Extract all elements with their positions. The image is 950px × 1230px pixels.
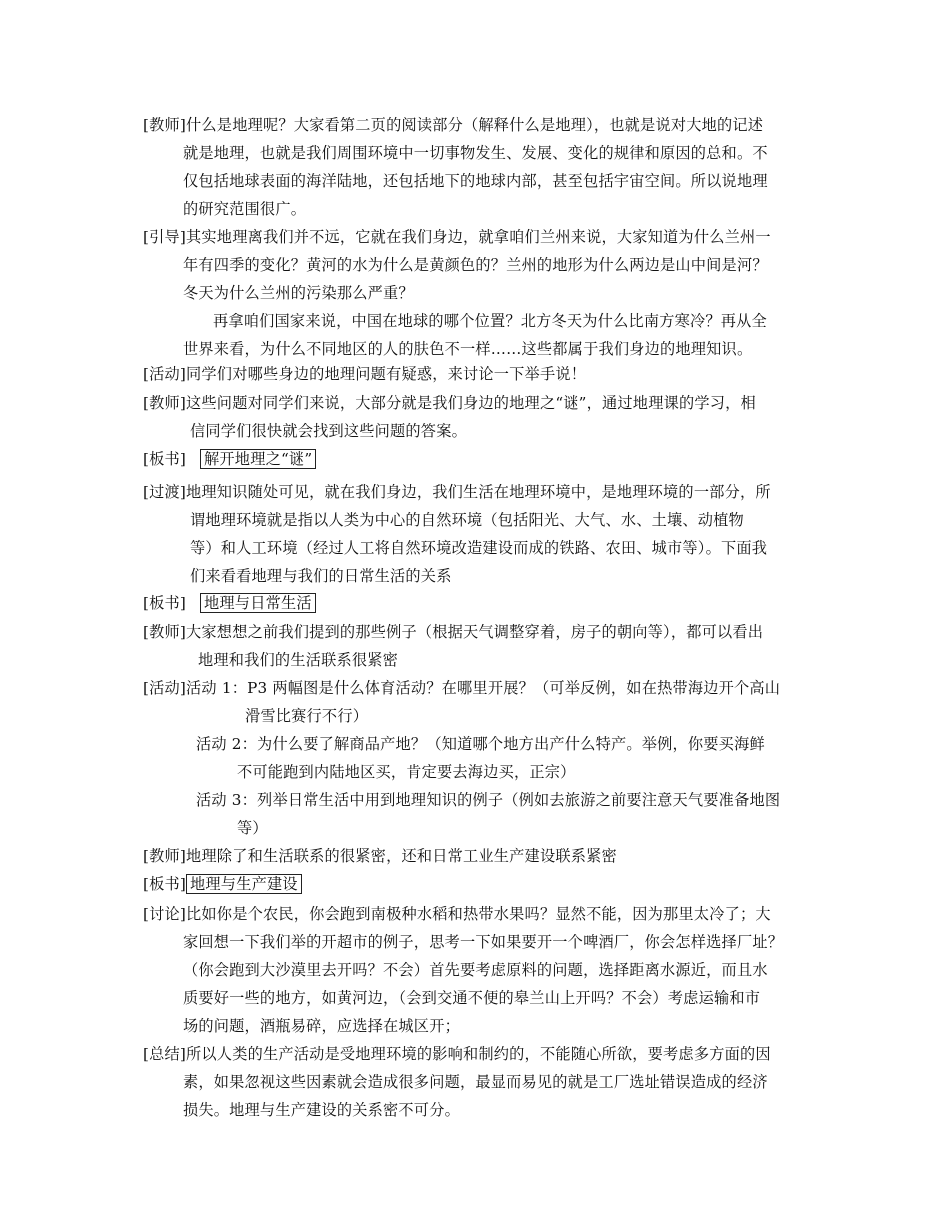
text-line: [活动]活动 1：P3 两幅图是什么体育活动？在哪里开展？（可举反例，如在热带海边开个高山 xyxy=(143,679,781,697)
text-line: 冬天为什么兰州的污染那么严重？ xyxy=(183,284,414,302)
board-box: 地理与生产建设 xyxy=(186,874,302,894)
text-line: [教师]大家想想之前我们提到的那些例子（根据天气调整穿着，房子的朝向等），都可以看出 xyxy=(143,623,764,641)
text-line: [教师]地理除了和生活联系的很紧密，还和日常工业生产建设联系紧密 xyxy=(143,847,617,865)
board-line xyxy=(143,874,302,894)
text-line: [讨论]比如你是个农民，你会跑到南极种水稻和热带水果吗？显然不能，因为那里太冷了；大 xyxy=(143,905,771,923)
text-line: 就是地理，也就是我们周围环境中一切事物发生、发展、变化的规律和原因的总和。不 xyxy=(183,144,768,162)
text-line: （你会跑到大沙漠里去开吗？不会）首先要考虑原料的问题，选择距离水源近，而且水 xyxy=(183,961,768,979)
text-line: 地理和我们的生活联系很紧密 xyxy=(198,651,399,669)
text-line: [过渡]地理知识随处可见，就在我们身边，我们生活在地理环境中，是地理环境的一部分，所 xyxy=(143,483,771,501)
text-line: 年有四季的变化？黄河的水为什么是黄颜色的？兰州的地形为什么两边是山中间是河？ xyxy=(183,256,768,274)
text-line: 活动 3：列举日常生活中用到地理知识的例子（例如去旅游之前要注意天气要准备地图 xyxy=(196,791,781,809)
text-line: [引导]其实地理离我们并不远，它就在我们身边，就拿咱们兰州来说，大家知道为什么兰州一 xyxy=(143,228,771,246)
text-line: 等） xyxy=(237,819,268,837)
text-line: 素，如果忽视这些因素就会造成很多问题，最显而易见的就是工厂选址错误造成的经济 xyxy=(183,1073,768,1091)
text-line: 谓地理环境就是指以人类为中心的自然环境（包括阳光、大气、水、土壤、动植物 xyxy=(190,511,744,529)
board-label: [板书] xyxy=(143,594,187,612)
text-line: 不可能跑到内陆地区买，肯定要去海边买，正宗） xyxy=(237,763,576,781)
text-line: 滑雪比赛行不行） xyxy=(245,707,369,725)
board-line xyxy=(143,593,316,613)
text-line: 信同学们很快就会找到这些问题的答案。 xyxy=(190,422,467,440)
text-line: 等）和人工环境（经过人工将自然环境改造建设而成的铁路、农田、城市等）。下面我 xyxy=(190,539,768,557)
text-line: [活动]同学们对哪些身边的地理问题有疑惑，来讨论一下举手说！ xyxy=(143,365,587,383)
text-line: [教师]什么是地理呢？大家看第二页的阅读部分（解释什么是地理），也就是说对大地的记述 xyxy=(143,116,764,134)
text-line: [教师]这些问题对同学们来说，大部分就是我们身边的地理之“谜”，通过地理课的学习，相 xyxy=(143,394,756,412)
text-line: 场的问题，酒瓶易碎，应选择在城区开； xyxy=(183,1017,460,1035)
text-line: 质要好一些的地方，如黄河边，（会到交通不便的皋兰山上开吗？不会）考虑运输和市 xyxy=(183,989,761,1007)
board-line xyxy=(143,449,316,469)
text-line: 活动 2：为什么要了解商品产地？（知道哪个地方出产什么特产。举例，你要买海鲜 xyxy=(196,735,765,753)
text-line: 们来看看地理与我们的日常生活的关系 xyxy=(190,567,452,585)
board-box: 地理与日常生活 xyxy=(200,593,316,613)
text-line: 的研究范围很广。 xyxy=(183,200,307,218)
text-line: 家回想一下我们举的开超市的例子，思考一下如果要开一个啤酒厂，你会怎样选择厂址？ xyxy=(183,933,784,951)
text-line: 再拿咱们国家来说，中国在地球的哪个位置？北方冬天为什么比南方寒冷？再从全 xyxy=(213,312,767,330)
text-line: [总结]所以人类的生产活动是受地理环境的影响和制约的，不能随心所欲，要考虑多方面的因 xyxy=(143,1045,771,1063)
board-box: 解开地理之“谜” xyxy=(200,449,316,469)
text-line: 仅包括地球表面的海洋陆地，还包括地下的地球内部，甚至包括宇宙空间。所以说地理 xyxy=(183,172,768,190)
board-label: [板书] xyxy=(143,875,187,893)
text-line: 世界来看，为什么不同地区的人的肤色不一样……这些都属于我们身边的地理知识。 xyxy=(183,340,753,358)
text-line: 损失。地理与生产建设的关系密不可分。 xyxy=(183,1101,460,1119)
board-label: [板书] xyxy=(143,450,187,468)
